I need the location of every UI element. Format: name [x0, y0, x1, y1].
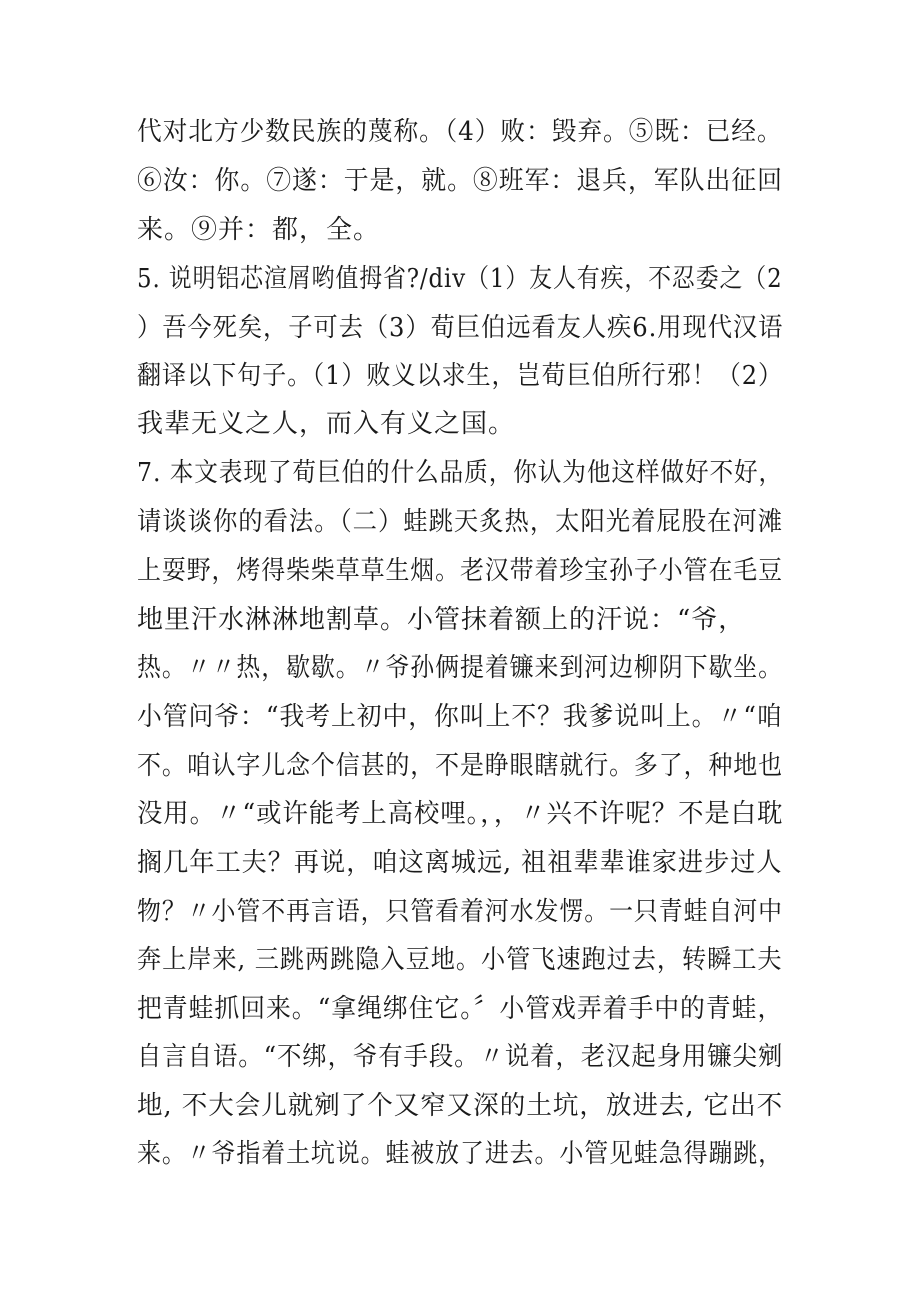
text-line: 不。咱认字儿念个信甚的，不是睁眼瞎就行。多了，种地也 — [137, 751, 783, 781]
text-line: 5. 说明铝芯渲屑哟值拇省?/div（1）友人有疾，不忍委之（2 — [137, 264, 783, 294]
text-line: 地里汗水淋淋地割草。小管抹着额上的汗说：“爷， — [137, 605, 746, 635]
text-line: 把青蛙抓回来。“拿绳绑住它。〞小管戏弄着手中的青蛙， — [137, 994, 784, 1024]
text-line: 请谈谈你的看法。（二）蛙跳天炙热，太阳光着屁股在河滩 — [137, 507, 784, 537]
text-line: 热。〃〃热，歇歇。〃爷孙俩提着镰来到河边柳阴下歇坐。 — [137, 653, 783, 683]
text-line: 地, 不大会儿就剜了个又窄又深的土坑，放进去, 它出不 — [137, 1091, 784, 1121]
text-line: 代对北方少数民族的蔑称。（4）败：毁弃。⑤既：已经。 — [137, 117, 783, 147]
text-line: 奔上岸来, 三跳两跳隐入豆地。小管飞速跑过去，转瞬工夫 — [137, 945, 783, 975]
text-line: 翻译以下句子。（1）败义以求生，岂荀巨伯所行邪！（2） — [137, 361, 784, 391]
text-line: 没用。〃“或许能考上高校哩。，，〃兴不许呢？不是白耽 — [137, 799, 784, 829]
text-line: 上耍野，烤得柴柴草草生烟。老汉带着珍宝孙子小管在毛豆 — [137, 556, 783, 586]
text-line: 物？〃小管不再言语，只管看着河水发愣。一只青蛙自河中 — [137, 897, 783, 927]
text-line: ⑥汝：你。⑦遂：于是，就。⑧班军：退兵，军队出征回 — [137, 166, 783, 196]
text-line: 搁几年工夫？再说，咱这离城远, 祖祖辈辈谁家进步过人 — [137, 848, 783, 878]
text-line: 我辈无义之人，而入有义之国。 — [137, 409, 516, 439]
text-line: 7. 本文表现了荀巨伯的什么品质，你认为他这样做好不好， — [137, 458, 784, 488]
text-line: 自言自语。“不绑，爷有手段。〃说着，老汉起身用镰尖剜 — [137, 1042, 784, 1072]
text-line: 来。〃爷指着土坑说。蛙被放了进去。小管见蛙急得蹦跳， — [137, 1139, 783, 1169]
text-line: 来。⑨并：都，全。 — [137, 215, 381, 245]
text-line: ）吾今死矣，子可去（3）荀巨伯远看友人疾6.用现代汉语 — [137, 313, 784, 343]
text-line: 小管问爷：“我考上初中，你叫上不？我爹说叫上。〃“咱 — [137, 702, 783, 732]
